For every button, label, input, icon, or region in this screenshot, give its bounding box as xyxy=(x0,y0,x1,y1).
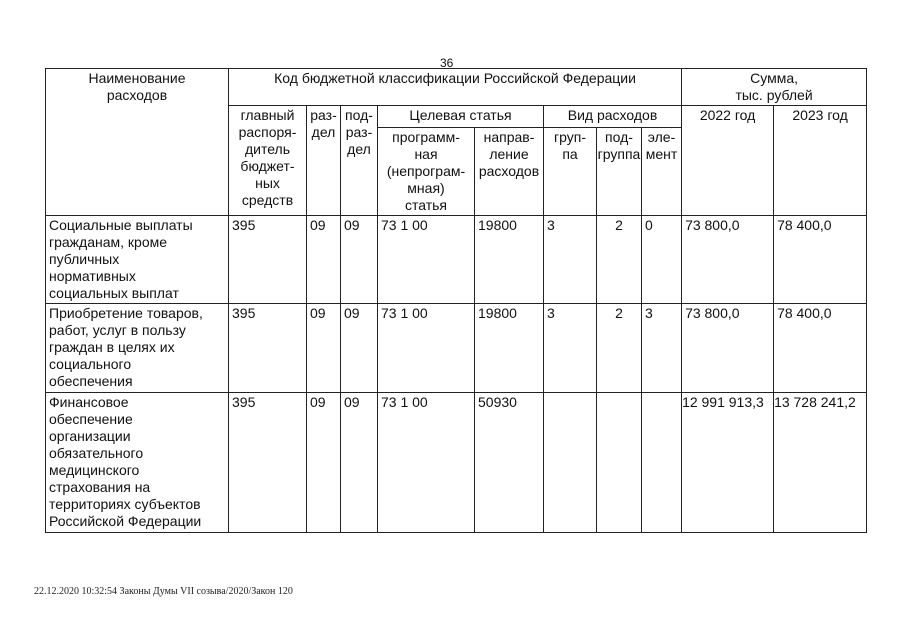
header-2023: 2023 год xyxy=(774,106,867,216)
row-podrazdel: 09 xyxy=(341,216,378,304)
row-razdel: 09 xyxy=(307,216,341,304)
table-row xyxy=(46,304,867,393)
row-grbs: 395 xyxy=(229,304,307,393)
budget-table xyxy=(45,68,867,533)
header-name: Наименование расходов xyxy=(46,69,229,216)
row-grbs: 395 xyxy=(229,216,307,304)
row-direction: 50930 xyxy=(475,393,544,533)
row-2023: 78 400,0 xyxy=(774,304,867,393)
row-element: 0 xyxy=(642,216,682,304)
table-row xyxy=(46,216,867,304)
row-name: Социальные выплаты гражданам, кроме публичных нормативных социальных выплат xyxy=(46,216,229,304)
row-program: 73 1 00 xyxy=(378,304,475,393)
row-2022: 12 991 913,3 xyxy=(682,393,774,533)
row-2023: 78 400,0 xyxy=(774,216,867,304)
row-group: 3 xyxy=(544,216,597,304)
header-subgroup: под- группа xyxy=(597,128,642,216)
row-2022: 73 800,0 xyxy=(682,216,774,304)
header-element: эле- мент xyxy=(642,128,682,216)
row-group: 3 xyxy=(544,304,597,393)
row-element xyxy=(642,393,682,533)
row-podrazdel: 09 xyxy=(341,304,378,393)
row-subgroup xyxy=(597,393,642,533)
header-sum: Сумма, тыс. рублей xyxy=(682,69,867,106)
header-kbk: Код бюджетной классификации Российской Федерации xyxy=(229,69,682,106)
row-2022: 73 800,0 xyxy=(682,304,774,393)
row-group xyxy=(544,393,597,533)
header-group: груп- па xyxy=(544,128,597,216)
row-podrazdel: 09 xyxy=(341,393,378,533)
page-number: 36 xyxy=(440,56,454,70)
header-program: программ- ная (непрограм- мная) статья xyxy=(378,128,475,216)
document-footer: 22.12.2020 10:32:54 Законы Думы VII созыва/2020/Закон 120 xyxy=(34,586,293,597)
row-direction: 19800 xyxy=(475,216,544,304)
row-razdel: 09 xyxy=(307,393,341,533)
row-program: 73 1 00 xyxy=(378,393,475,533)
header-grbs: главный распоря- дитель бюджет- ных средств xyxy=(229,106,307,216)
row-name: Приобретение товаров, работ, услуг в пользу граждан в целях их социального обеспечения xyxy=(46,304,229,393)
header-razdel: раз- дел xyxy=(307,106,341,216)
row-2023: 13 728 241,2 xyxy=(774,393,867,533)
header-direction: направ- ление расходов xyxy=(475,128,544,216)
row-subgroup: 2 xyxy=(597,216,642,304)
row-razdel: 09 xyxy=(307,304,341,393)
table-row xyxy=(46,393,867,533)
header-2022: 2022 год xyxy=(682,106,774,216)
header-target: Целевая статья xyxy=(378,106,544,128)
row-name: Финансовое обеспечение организации обязательного медицинского страхования на территориях субъектов Российской Федерации xyxy=(46,393,229,533)
row-element: 3 xyxy=(642,304,682,393)
header-vid: Вид расходов xyxy=(544,106,682,128)
row-program: 73 1 00 xyxy=(378,216,475,304)
row-subgroup: 2 xyxy=(597,304,642,393)
header-podrazdel: под- раз- дел xyxy=(341,106,378,216)
row-direction: 19800 xyxy=(475,304,544,393)
row-grbs: 395 xyxy=(229,393,307,533)
